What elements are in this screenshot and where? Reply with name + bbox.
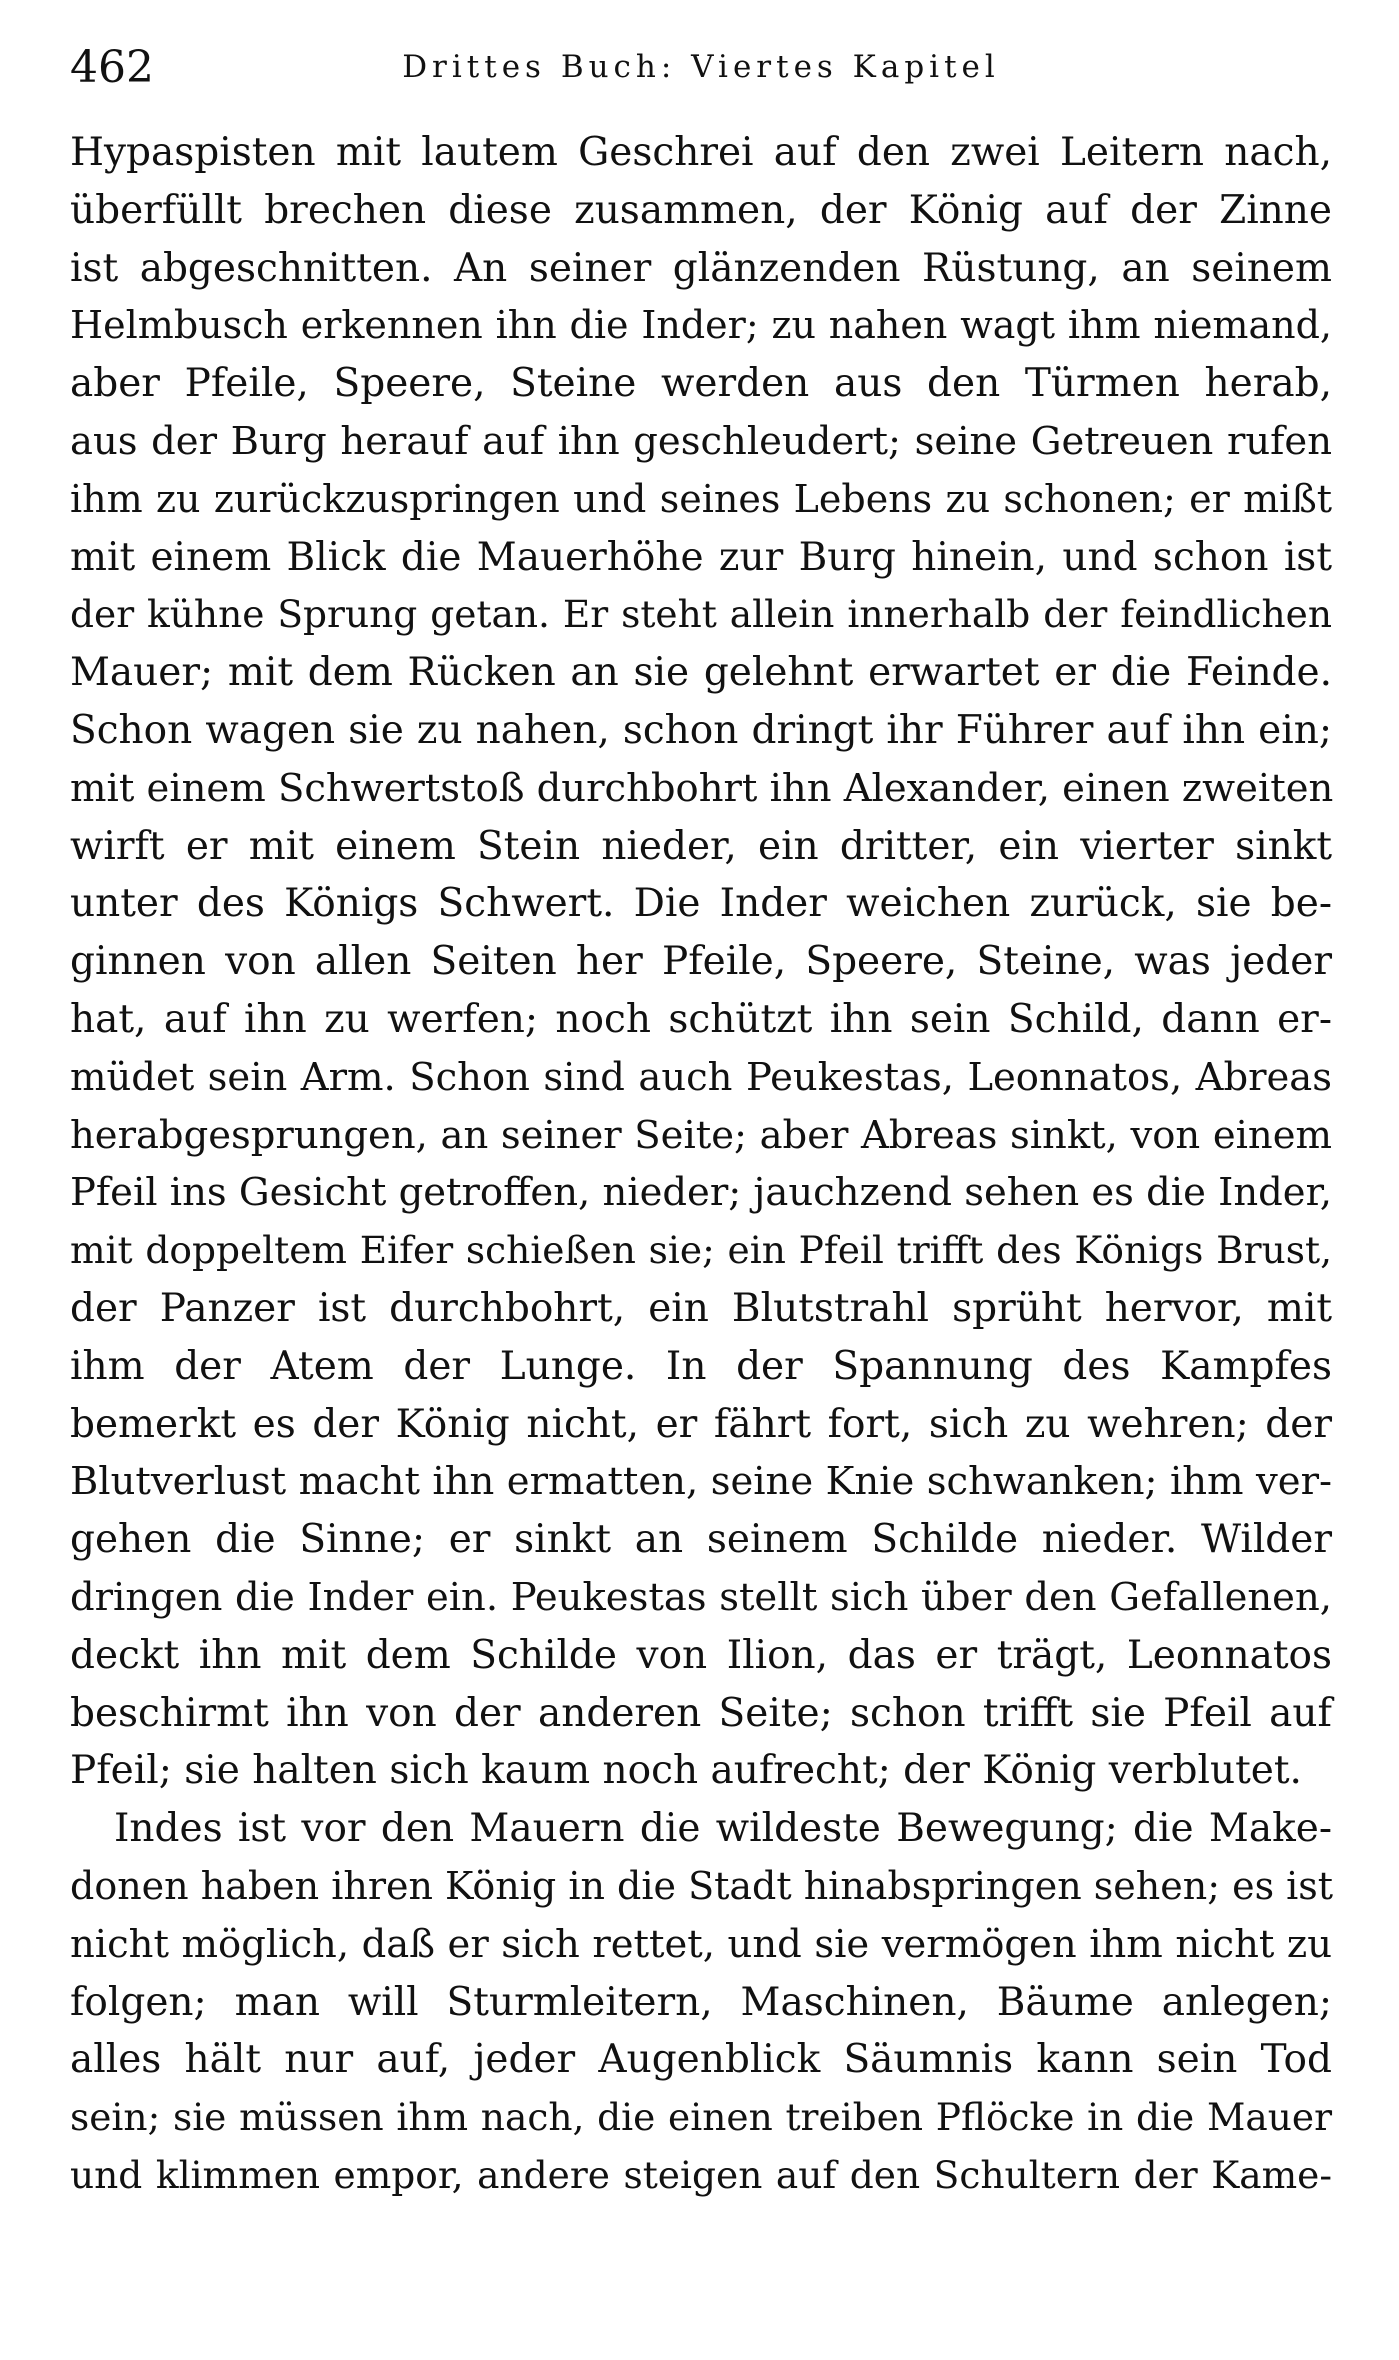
text-line: mit einem Blick die Mauerhöhe zur Burg hinein, und schon ist	[70, 534, 1332, 580]
text-line: deckt ihn mit dem Schilde von Ilion, das er trägt, Leonnatos	[70, 1632, 1332, 1678]
text-line: der Panzer ist durchbohrt, ein Blutstrahl sprüht hervor, mit	[70, 1285, 1332, 1331]
text-line: hat, auf ihn zu werfen; noch schützt ihn sein Schild, dann er-	[70, 996, 1332, 1042]
text-line: ihm zu zurückzuspringen und seines Lebens zu schonen; er mißt	[70, 476, 1332, 521]
body-text	[70, 124, 1332, 2205]
text-line: mit doppeltem Eifer schießen sie; ein Pfeil trifft des Königs Brust,	[70, 1228, 1332, 1273]
text-line: Blutverlust macht ihn ermatten, seine Knie schwanken; ihm ver-	[70, 1459, 1332, 1505]
paragraph	[70, 1800, 1332, 2205]
text-line: folgen; man will Sturmleitern, Maschinen, Bäume anlegen;	[70, 1979, 1332, 2025]
text-line: Pfeil; sie halten sich kaum noch aufrecht; der König verblutet.	[70, 1748, 1302, 1794]
text-line: bemerkt es der König nicht, er fährt fort, sich zu wehren; der	[70, 1401, 1332, 1447]
text-line: überfüllt brechen diese zusammen, der König auf der Zinne	[70, 187, 1332, 233]
text-line: und klimmen empor, andere steigen auf den Schultern der Kame-	[70, 2152, 1332, 2197]
text-line: Pfeil ins Gesicht getroffen, nieder; jauchzend sehen es die Inder,	[70, 1170, 1332, 1216]
text-line: Schon wagen sie zu nahen, schon dringt ihr Führer auf ihn ein;	[70, 707, 1332, 753]
text-line: wirft er mit einem Stein nieder, ein dritter, ein vierter sinkt	[70, 823, 1332, 869]
text-line: unter des Königs Schwert. Die Inder weichen zurück, sie be-	[70, 881, 1332, 927]
text-line: dringen die Inder ein. Peukestas stellt sich über den Gefallenen,	[70, 1574, 1332, 1620]
text-line: nicht möglich, daß er sich rettet, und sie vermögen ihm nicht zu	[70, 1921, 1332, 1967]
text-line: alles hält nur auf, jeder Augenblick Säumnis kann sein Tod	[70, 2037, 1332, 2083]
text-line: Helmbusch erkennen ihn die Inder; zu nahen wagt ihm niemand,	[70, 303, 1332, 348]
text-line: aber Pfeile, Speere, Steine werden aus den Türmen herab,	[70, 361, 1332, 407]
page-number: 462	[70, 42, 154, 93]
text-line: ihm der Atem der Lunge. In der Spannung des Kampfes	[70, 1343, 1332, 1389]
text-line: sein; sie müssen ihm nach, die einen treiben Pflöcke in die Mauer	[70, 2095, 1332, 2140]
paragraph	[70, 124, 1332, 1800]
text-line: mit einem Schwertstoß durchbohrt ihn Alexander, einen zweiten	[70, 765, 1334, 811]
text-line: Indes ist vor den Mauern die wildeste Bewegung; die Make-	[114, 1806, 1332, 1852]
text-line: Mauer; mit dem Rücken an sie gelehnt erwartet er die Feinde.	[70, 650, 1332, 696]
text-line: beschirmt ihn von der anderen Seite; schon trifft sie Pfeil auf	[70, 1690, 1332, 1736]
running-title: Drittes Buch: Viertes Kapitel	[402, 49, 1000, 85]
text-line: ist abgeschnitten. An seiner glänzenden Rüstung, an seinem	[70, 245, 1332, 291]
text-line: donen haben ihren König in die Stadt hinabspringen sehen; es ist	[70, 1863, 1334, 1908]
text-line: Hypaspisten mit lautem Geschrei auf den zwei Leitern nach,	[70, 130, 1332, 175]
text-line: herabgesprungen, an seiner Seite; aber Abreas sinkt, von einem	[70, 1112, 1332, 1158]
text-line: aus der Burg herauf auf ihn geschleudert; seine Getreuen rufen	[70, 418, 1332, 464]
text-line: der kühne Sprung getan. Er steht allein innerhalb der feindlichen	[70, 592, 1332, 637]
text-line: gehen die Sinne; er sinkt an seinem Schilde nieder. Wilder	[70, 1517, 1332, 1563]
text-line: ginnen von allen Seiten her Pfeile, Speere, Steine, was jeder	[70, 939, 1332, 985]
page-header	[70, 38, 1332, 98]
text-line: müdet sein Arm. Schon sind auch Peukestas, Leonnatos, Abreas	[70, 1054, 1332, 1100]
